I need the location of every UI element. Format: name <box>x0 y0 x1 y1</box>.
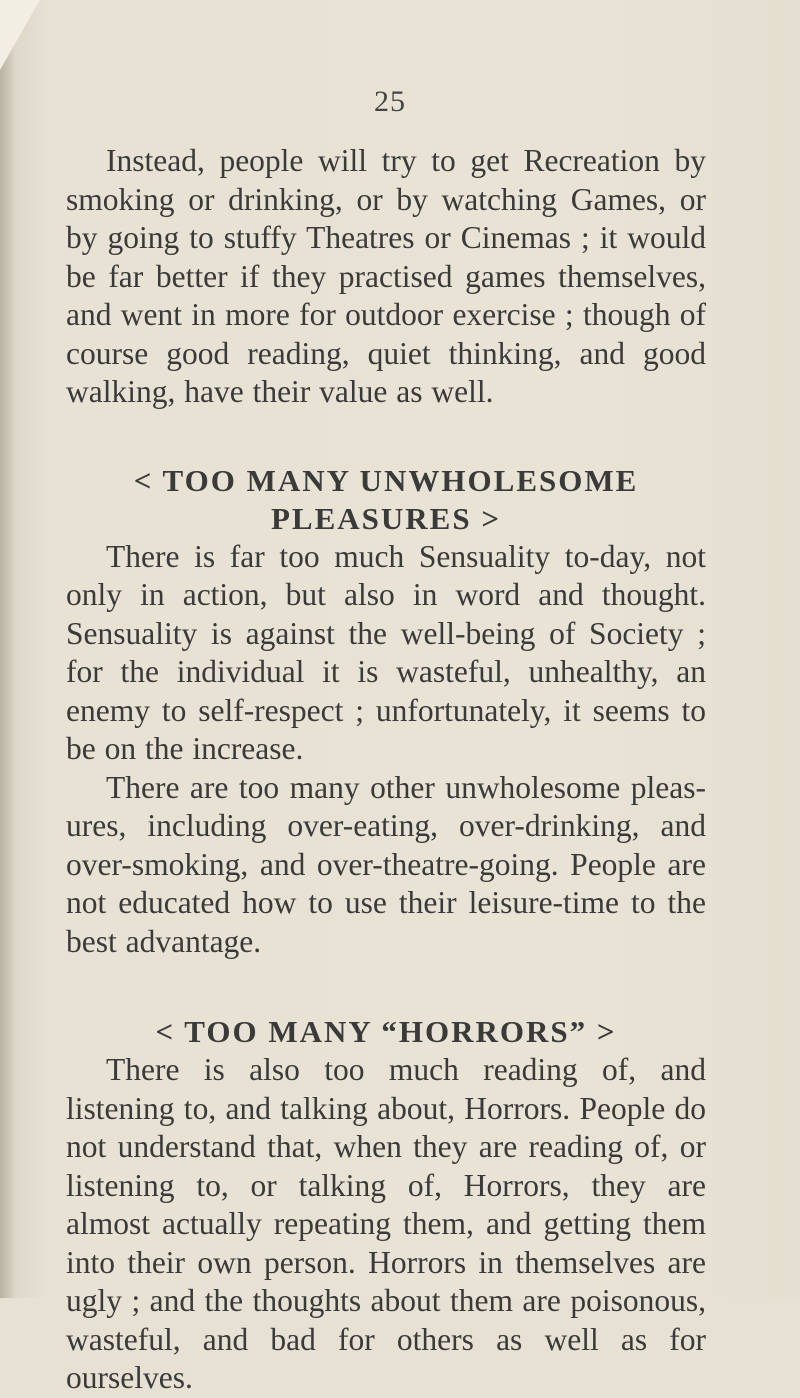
paragraph-other-pleasures: There are too many other unwholesome pleas-ures, including over-eating, over-drinking, and over-smoking, and over-theatre-going. People are not educated how to use their leisure-time to the best advantage. <box>66 769 706 959</box>
paragraph-recreation: Instead, people will try to get Recreation by smoking or drinking, or by watching Games, or by going to stuffy Theatres or Cinemas ; it would be far better if they practised games themselves, and went in more for outdoor exercise ; though of course good reading, quiet thinking, and good walking, have their value as well. <box>66 143 706 409</box>
paragraph-horrors: There is also too much reading of, and listening to, and talking about, Horrors. People do not understand that, when they are reading of, or listening to, or talking of, Horrors, they are almost actually repeating them, and getting them into their own person. Horrors in themselves are ugly ; and the thoughts about them are poisonous, wasteful, and bad for others as well as for ourselves. <box>66 1052 706 1395</box>
page-number: 25 <box>374 85 406 118</box>
page-gutter <box>0 0 14 1298</box>
heading-horrors: < TOO MANY “HORRORS” > <box>155 1014 617 1049</box>
page-corner <box>0 0 40 70</box>
heading-unwholesome-pleasures: < TOO MANY UNWHOLESOME PLEASURES > <box>133 462 639 536</box>
paragraph-sensuality: There is far too much Sensuality to-day, not only in action, but also in word and thought. Sensuality is against the well-being of Society ; for the individual it is wasteful, unhealthy, an enemy to self-respect ; unfortunately, it seems to be on the increase. <box>66 538 706 766</box>
page-content <box>66 142 706 1398</box>
